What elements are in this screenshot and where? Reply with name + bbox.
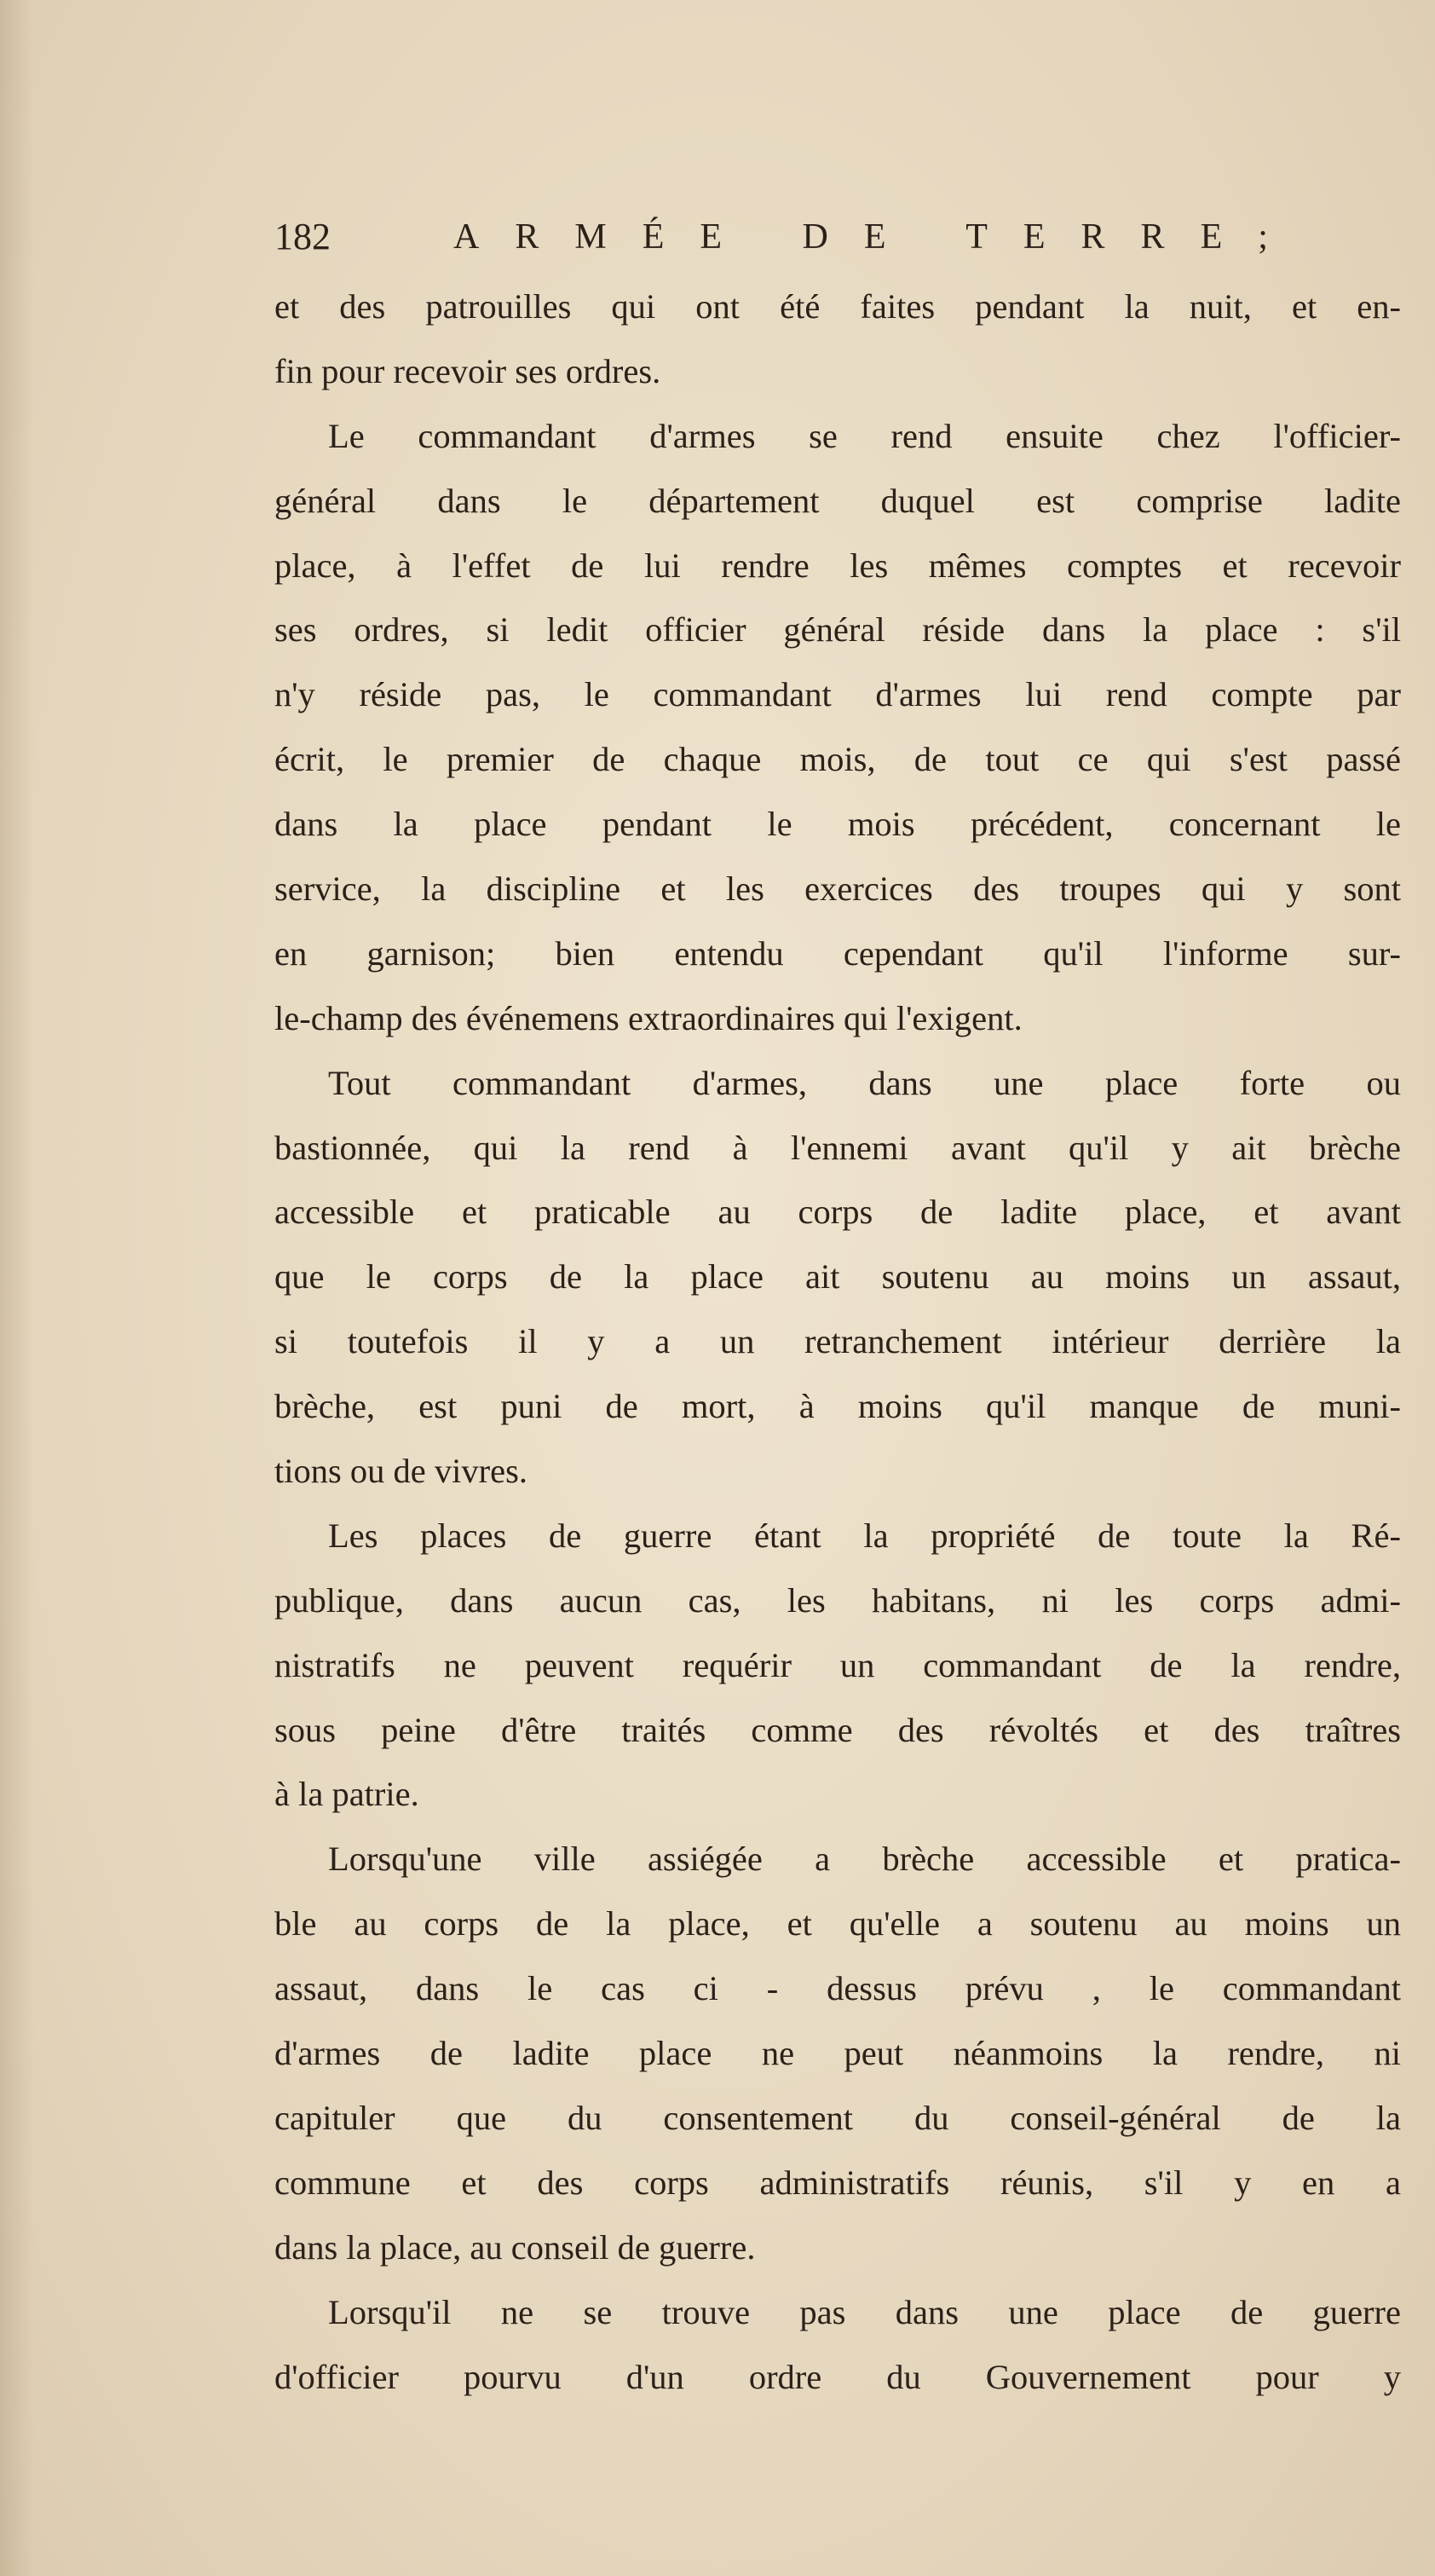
text-line: le-champ des événemens extraordinaires qui l'exigent. xyxy=(274,998,1023,1037)
running-head: ARMÉE DE TERRE; xyxy=(453,217,1304,257)
text-line: écrit, le premier de chaque mois, de tout ce qui s'est passé xyxy=(274,740,1401,779)
text-line: brèche, est puni de mort, à moins qu'il manque de muni- xyxy=(274,1387,1401,1426)
text-line: Lorsqu'il ne se trouve pas dans une place de guerre xyxy=(328,2292,1401,2331)
text-line: assaut, dans le cas ci - dessus prévu , le commandant xyxy=(274,1969,1401,2008)
text-line: commune et des corps administratifs réunis, s'il y en a xyxy=(274,2163,1401,2202)
text-line: et des patrouilles qui ont été faites pendant la nuit, et en- xyxy=(274,287,1401,326)
text-line: Les places de guerre étant la propriété de toute la Ré- xyxy=(328,1516,1401,1555)
text-line: nistratifs ne peuvent requérir un commandant de la rendre, xyxy=(274,1645,1401,1684)
body-text xyxy=(274,274,1401,2409)
text-line: ble au corps de la place, et qu'elle a soutenu au moins un xyxy=(274,1904,1401,1944)
text-line: n'y réside pas, le commandant d'armes lui rend compte par xyxy=(274,675,1401,714)
page-number: 182 xyxy=(274,216,331,257)
text-line: ses ordres, si ledit officier général réside dans la place : s'il xyxy=(274,610,1401,650)
text-line: tions ou de vivres. xyxy=(274,1452,527,1491)
text-line: à la patrie. xyxy=(274,1775,419,1814)
text-line: en garnison; bien entendu cependant qu'il l'informe sur- xyxy=(274,933,1401,973)
text-line: d'officier pourvu d'un ordre du Gouvernement pour y xyxy=(274,2357,1401,2396)
text-line: d'armes de ladite place ne peut néanmoins la rendre, ni xyxy=(274,2034,1401,2073)
text-line: bastionnée, qui la rend à l'ennemi avant qu'il y ait brèche xyxy=(274,1128,1401,1167)
text-line: dans la place pendant le mois précédent, concernant le xyxy=(274,805,1401,844)
text-line: publique, dans aucun cas, les habitans, ni les corps admi- xyxy=(274,1580,1401,1620)
text-line: service, la discipline et les exercices des troupes qui y sont xyxy=(274,869,1401,909)
text-line: Le commandant d'armes se rend ensuite chez l'officier- xyxy=(328,416,1401,455)
text-line: capituler que du consentement du conseil-général de la xyxy=(274,2098,1401,2137)
text-line: accessible et praticable au corps de ladite place, et avant xyxy=(274,1193,1401,1232)
text-line: Tout commandant d'armes, dans une place forte ou xyxy=(328,1063,1401,1102)
text-line: général dans le département duquel est comprise ladite xyxy=(274,481,1401,520)
text-line: Lorsqu'une ville assiégée a brèche accessible et pratica- xyxy=(328,1840,1401,1879)
text-line: si toutefois il y a un retranchement intérieur derrière la xyxy=(274,1322,1401,1361)
text-line: dans la place, au conseil de guerre. xyxy=(274,2227,756,2267)
text-line: que le corps de la place ait soutenu au moins un assaut, xyxy=(274,1257,1401,1297)
text-line: sous peine d'être traités comme des révoltés et des traîtres xyxy=(274,1710,1401,1749)
page-header xyxy=(274,211,1408,271)
text-line: place, à l'effet de lui rendre les mêmes comptes et recevoir xyxy=(274,546,1401,585)
text-line: fin pour recevoir ses ordres. xyxy=(274,351,661,390)
